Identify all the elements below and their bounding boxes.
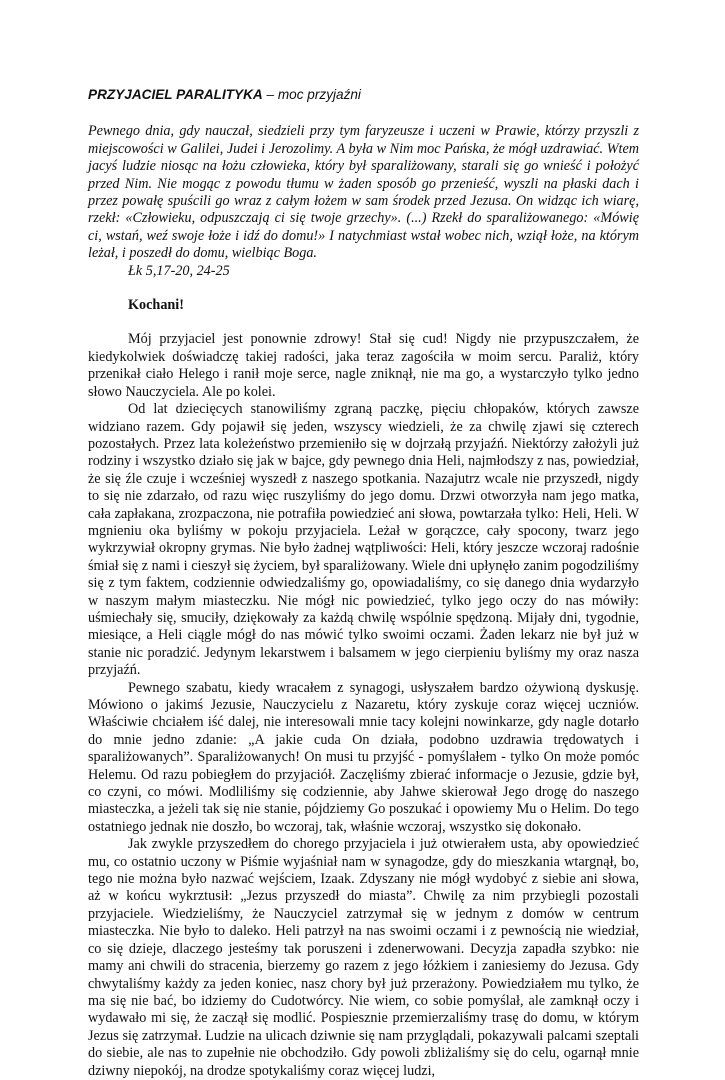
scripture-reference: Łk 5,17-20, 24-25 <box>128 262 230 279</box>
paragraph-3: Pewnego szabatu, kiedy wracałem z synagogi, usłyszałem bardzo ożywioną dyskusję. Mówiono o jakimś Jezusie, Nauczycielu z Nazaretu, który zyskuje coraz więcej uczniów. Właściwie chciałem iść dalej, nie interesowali mnie tacy kolejni nowinkarze, gdy nagle dotarło do mnie jedno zdanie: „A jakie cuda On działa, podobno uzdrawia trędowatych i sparaliżowanych”. Sparaliżowanych! On musi tu przyjść - pomyślałem - tylko On może pomóc Helemu. Od razu pobiegłem do przyjaciół. Zaczęliśmy zbierać informacje o Jezusie, gdzie był, co czyni, co mówi. Modliliśmy się codziennie, aby Jahwe skierował Jego drogę do naszego miasteczka, a jeżeli tak się nie stanie, pójdziemy Go poszukać i opowiemy Mu o Helim. Do tego ostatniego jednak nie doszło, bo wczoraj, tak, właśnie wczoraj, wszystko się dokonało. <box>88 679 639 835</box>
page-title <box>88 86 639 103</box>
title-subtitle: – moc przyjaźni <box>262 87 361 102</box>
scripture-quote: Pewnego dnia, gdy nauczał, siedzieli przy tym faryzeusze i uczeni w Prawie, którzy przyszli z miejscowości w Galilei, Judei i Jerozolimy. A była w Nim moc Pańska, że mógł uzdrawiać. Wtem jacyś ludzie niosąc na łożu człowieka, który był sparaliżowany, starali się go wnieść i położyć przed Nim. Nie mogąc z powodu tłumu w żaden sposób go przenieść, wyszli na płaski dach i przez powałę spuścili go wraz z całym łożem w sam środek przed Jezusa. On widząc ich wiarę, rzekł: «Człowieku, odpuszczają ci się twoje grzechy». (...) Rzekł do sparaliżowanego: «Mówię ci, wstań, weź swoje łoże i idź do domu!» I natychmiast wstał wobec nich, wziął łoże, na którym leżał, i poszedł do domu, wielbiąc Boga. <box>88 123 639 262</box>
paragraph-1: Mój przyjaciel jest ponownie zdrowy! Stał się cud! Nigdy nie przypuszczałem, że kiedykolwiek doświadczę takiej radości, jaka teraz zagościła w moim sercu. Paraliż, który przenikał ciało Helego i ranił moje serce, nagle zniknął, nie ma go, a wystarczyło tylko jedno słowo Nauczyciela. Ale po kolei. <box>88 331 639 400</box>
title-main: PRZYJACIEL PARALITYKA <box>88 87 263 102</box>
paragraph-4: Jak zwykle przyszedłem do chorego przyjaciela i już otwierałem usta, aby opowiedzieć mu, co ostatnio uczony w Piśmie wyjaśniał nam w synagodze, gdy do mieszkania wtargnął, bo, tego nie można było nazwać wejściem, Izaak. Zdyszany nie mógł wydobyć z siebie ani słowa, aż w końcu wykrztusił: „Jezus przyszedł do miasta”. Chwilę za nim przybiegli pozostali przyjaciele. Wiedzieliśmy, że Nauczyciel zatrzymał się w jednym z domów w centrum miasteczka. Nie było to daleko. Heli patrzył na nas swoimi oczami i z pewnością nie wiedział, co się dzieje, dlaczego jesteśmy tak poruszeni i zdenerwowani. Decyzja zapadła szybko: nie mamy ani chwili do stracenia, bierzemy go razem z jego łóżkiem i zaniesiemy do Jezusa. Gdy chwytaliśmy każdy za jeden koniec, nasz chory był już przerażony. Powiedziałem mu tylko, że ma się nie bać, bo idziemy do Cudotwórcy. Nie wiem, co sobie pomyślał, ale zamknął oczy i wydawało mi się, że zaczął się modlić. Pospiesznie przemierzaliśmy trasę do domu, w którym Jezus się zatrzymał. Ludzie na ulicach dziwnie się nam przyglądali, pokazywali palcami szeptali do siebie, ale nas to zupełnie nie obchodziło. Gdy powoli zbliżaliśmy się do celu, ogarnął mnie dziwny niepokój, na drodze spotykaliśmy coraz więcej ludzi, <box>88 836 639 1079</box>
greeting: Kochani! <box>128 297 184 314</box>
paragraph-2: Od lat dziecięcych stanowiliśmy zgraną paczkę, pięciu chłopaków, których zawsze widziano razem. Gdy pojawił się jeden, wszyscy wiedzieli, że za chwilę zjawi się czterech pozostałych. Przez lata koleżeństwo przemieniło się w dojrzałą przyjaźń. Niektórzy założyli już rodziny i wszystko działo się jak w bajce, gdy pewnego dnia Heli, najmłodszy z nas, powiedział, że się źle czuje i wcześniej wyszedł z naszego spotkania. Nazajutrz wcale nie przyszedł, nigdy to się nie zdarzało, od razu więc ruszyliśmy do jego domu. Drzwi otworzyła nam jego matka, cała zapłakana, zrozpaczona, nie potrafiła powiedzieć ani słowa, powtarzała tylko: Heli, Heli. W mgnieniu oka byliśmy w pokoju przyjaciela. Leżał w gorączce, cały spocony, twarz jego wykrzywiał okropny grymas. Nie było żadnej wątpliwości: Heli, który jeszcze wczoraj radośnie śmiał się z nami i cieszył się życiem, był sparaliżowany. Wiele dni upłynęło zanim pogodziliśmy się z tym faktem, codziennie odwiedzaliśmy go, opowiadaliśmy, co się danego dnia wydarzyło w naszym małym miasteczku. Nie mógł nic powiedzieć, tylko jego oczy do nas mówiły: uśmiechały się, smuciły, dziękowały za każdą chwilę wspólnie spędzoną. Mijały dni, tygodnie, miesiące, a Heli ciągle mógł do nas mówić tylko swoimi oczami. Żaden lekarz nie był już w stanie nic poradzić. Jedynym lekarstwem i balsamem w jego cierpieniu byliśmy my oraz nasza przyjaźń. <box>88 401 639 679</box>
document-body <box>88 86 639 1080</box>
